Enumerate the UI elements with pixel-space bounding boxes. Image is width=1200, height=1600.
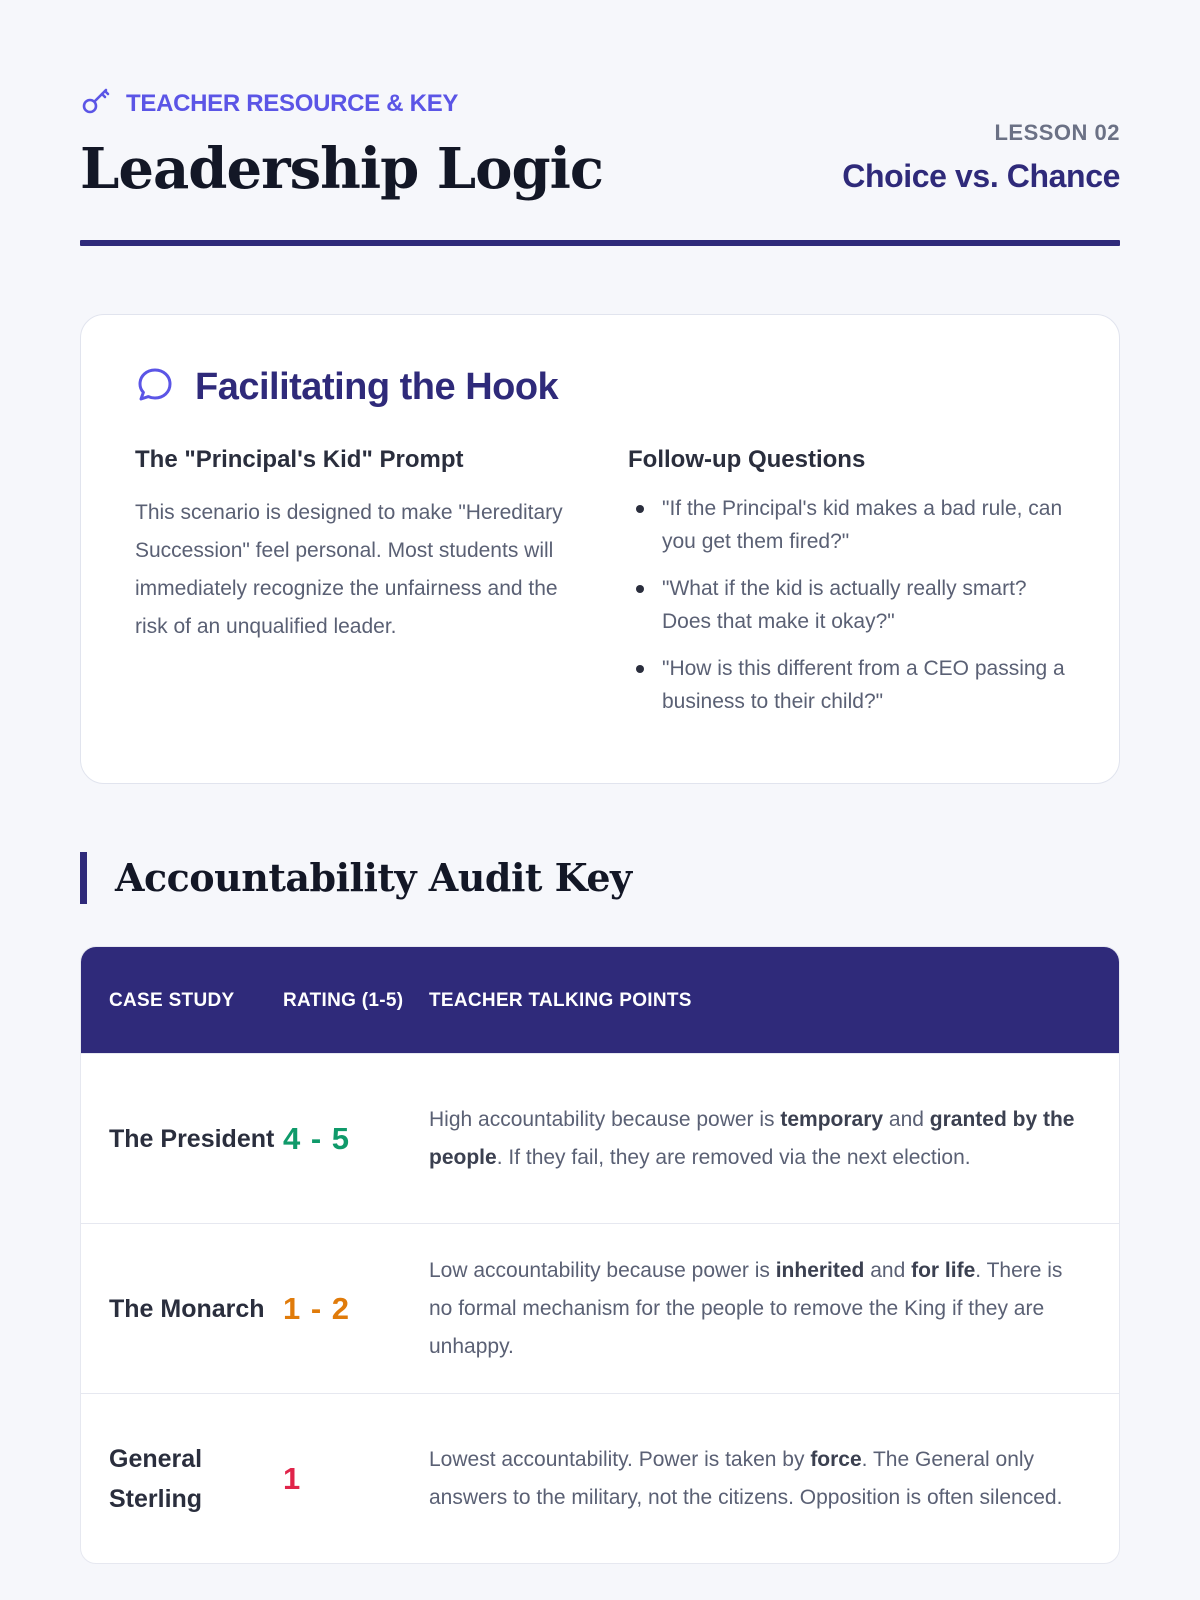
column-header-case: CASE STUDY — [109, 989, 235, 1011]
case-name: The President — [109, 1124, 275, 1153]
lesson-label: LESSON 02 — [994, 120, 1120, 145]
point-text: . The General only answers to the military, not the citizens. Opposition is often silenced. — [429, 1447, 1063, 1509]
emphasis-text: temporary — [780, 1107, 884, 1131]
list-item — [628, 572, 1065, 638]
talking-points — [429, 1252, 1119, 1366]
prompt-heading: The "Principal's Kid" Prompt — [135, 446, 464, 473]
header-divider — [80, 240, 1120, 246]
bullet-icon — [636, 585, 644, 593]
column-header-rating: RATING (1-5) — [283, 989, 404, 1011]
rating-value: 1 — [283, 1460, 302, 1496]
table-row — [81, 1223, 1119, 1393]
point-text: and — [883, 1107, 930, 1131]
talking-points — [429, 1441, 1119, 1517]
table-row — [81, 1053, 1119, 1223]
followup-column — [628, 446, 1065, 732]
hook-heading — [135, 365, 1065, 410]
followup-text: "What if the kid is actually really smart? Does that make it okay?" — [662, 577, 1027, 633]
prompt-column — [135, 446, 572, 732]
bullet-icon — [636, 665, 644, 673]
lesson-block — [842, 120, 1120, 195]
audit-table — [80, 946, 1120, 1564]
list-item — [628, 652, 1065, 718]
point-text: High accountability because power is — [429, 1107, 781, 1131]
emphasis-text: granted by the people — [429, 1107, 1075, 1169]
followup-text: "If the Principal's kid makes a bad rule, can you get them fired?" — [662, 497, 1063, 553]
hook-card — [80, 314, 1120, 784]
emphasis-text: for life — [911, 1258, 976, 1282]
column-header-points: TEACHER TALKING POINTS — [429, 989, 692, 1011]
case-name: General Sterling — [109, 1444, 203, 1513]
rating-value: 4 - 5 — [283, 1120, 351, 1156]
emphasis-text: force — [810, 1447, 862, 1471]
case-name: The Monarch — [109, 1294, 265, 1323]
hook-title: Facilitating the Hook — [195, 366, 559, 408]
page-header — [80, 0, 1120, 248]
rating-value: 1 - 2 — [283, 1290, 351, 1326]
table-row — [81, 1393, 1119, 1563]
eyebrow-label: TEACHER RESOURCE & KEY — [126, 89, 459, 117]
list-item — [628, 492, 1065, 558]
point-text: Low accountability because power is — [429, 1258, 776, 1282]
key-icon — [80, 84, 112, 123]
followup-heading: Follow-up Questions — [628, 446, 866, 473]
point-text: . There is no formal mechanism for the people to remove the King if they are unhappy. — [429, 1258, 1063, 1358]
page-title: Leadership Logic — [80, 136, 603, 202]
audit-heading: Accountability Audit Key — [80, 852, 632, 904]
hook-columns — [135, 446, 1065, 732]
point-text: and — [864, 1258, 912, 1282]
emphasis-text: inherited — [775, 1258, 865, 1282]
bullet-icon — [636, 505, 644, 513]
prompt-text: This scenario is designed to make "Hereditary Succession" feel personal. Most students will immediately recognize the unfairness and the risk of an unqualified leader. — [135, 501, 563, 638]
eyebrow — [80, 84, 458, 123]
speech-bubble-icon — [135, 365, 175, 410]
followup-text: "How is this different from a CEO passing a business to their child?" — [662, 657, 1065, 713]
table-header — [81, 947, 1119, 1053]
talking-points — [429, 1101, 1119, 1177]
point-text: . If they fail, they are removed via the next election. — [496, 1145, 971, 1169]
lesson-title: Choice vs. Chance — [842, 158, 1120, 194]
point-text: Lowest accountability. Power is taken by — [429, 1447, 811, 1471]
followup-list — [628, 492, 1065, 718]
